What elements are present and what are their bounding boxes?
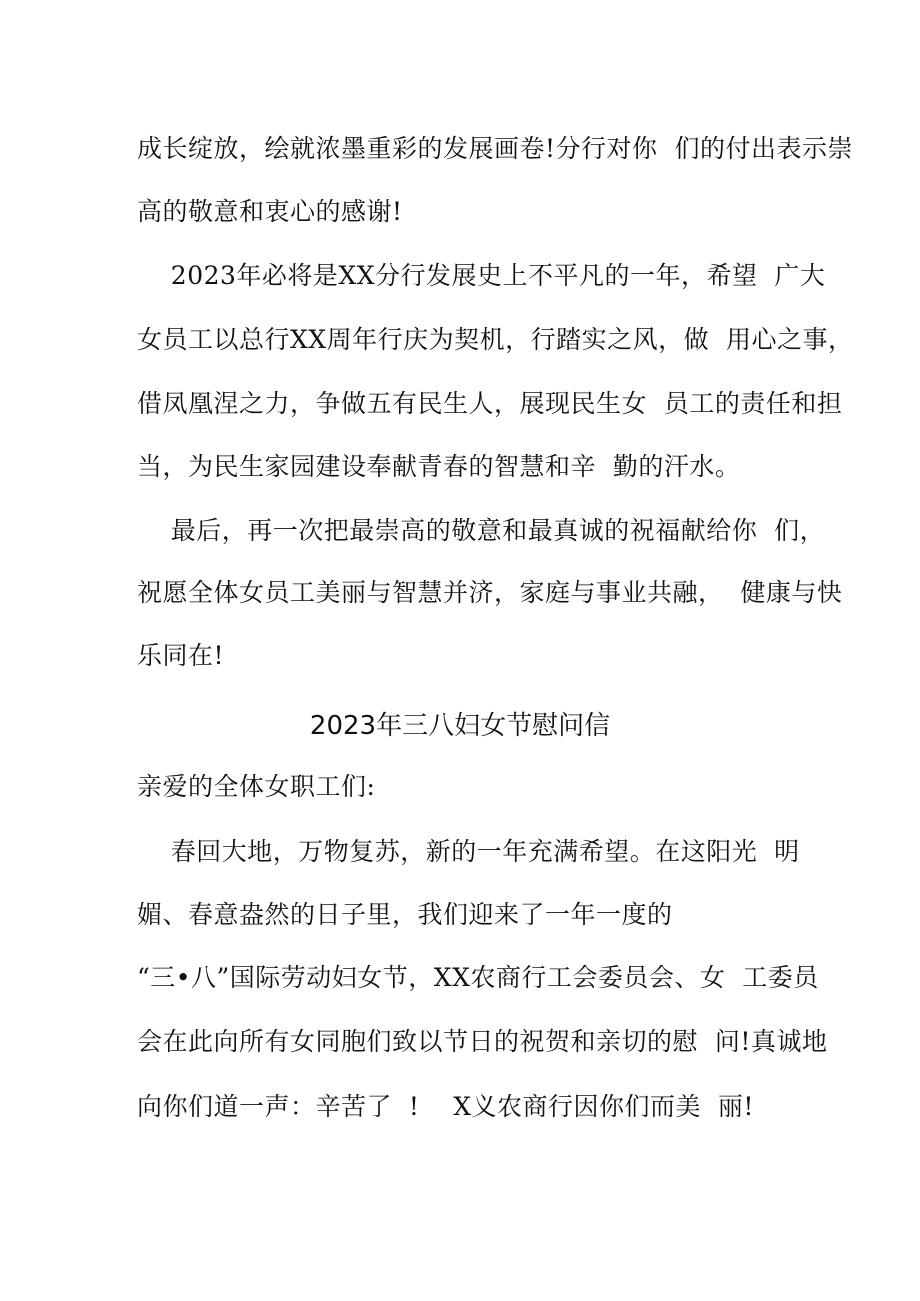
paragraph-line: “三•八”国际劳动妇女节，XX农商行工会委员会、女 工委员 [137, 963, 819, 992]
letter-title: 2023年三八妇女节慰问信 [309, 711, 611, 741]
salutation: 亲爱的全体女职工们: [137, 772, 376, 801]
paragraph-line: 会在此向所有女同胞们致以节日的祝贺和亲切的慰 问!真诚地 [137, 1027, 828, 1056]
paragraph-line: 祝愿全体女员工美丽与智慧并济，家庭与事业共融， 健康与快 [137, 578, 843, 607]
paragraph-line: 最后，再一次把最崇高的敬意和最真诚的祝福献给你 们， [137, 516, 826, 545]
paragraph-line: 向你们道一声：辛苦了 ! X义农商行因你们而美 丽! [137, 1092, 754, 1121]
paragraph-line: 乐同在! [137, 641, 225, 670]
paragraph-line: 2023年必将是XX分行发展史上不平凡的一年，希望 广大 [137, 261, 826, 290]
paragraph-line: 借凤凰涅之力，争做五有民生人，展现民生女 员工的责任和担 [137, 389, 843, 418]
paragraph-line: 当，为民生家园建设奉献青春的智慧和辛 勤的汗水。 [137, 452, 741, 481]
paragraph-line: 春回大地，万物复苏，新的一年充满希望。在这阳光 明 [137, 837, 800, 866]
paragraph-line: 女员工以总行XX周年行庆为契机，行踏实之风，做 用心之事， [137, 325, 854, 354]
paragraph-line: 媚、春意盎然的日子里，我们迎来了一年一度的 [137, 900, 673, 929]
paragraph-line: 高的敬意和衷心的感谢! [137, 197, 403, 226]
paragraph-line: 成长绽放，绘就浓墨重彩的发展画卷!分行对你 们的付出表示崇 [137, 134, 853, 163]
